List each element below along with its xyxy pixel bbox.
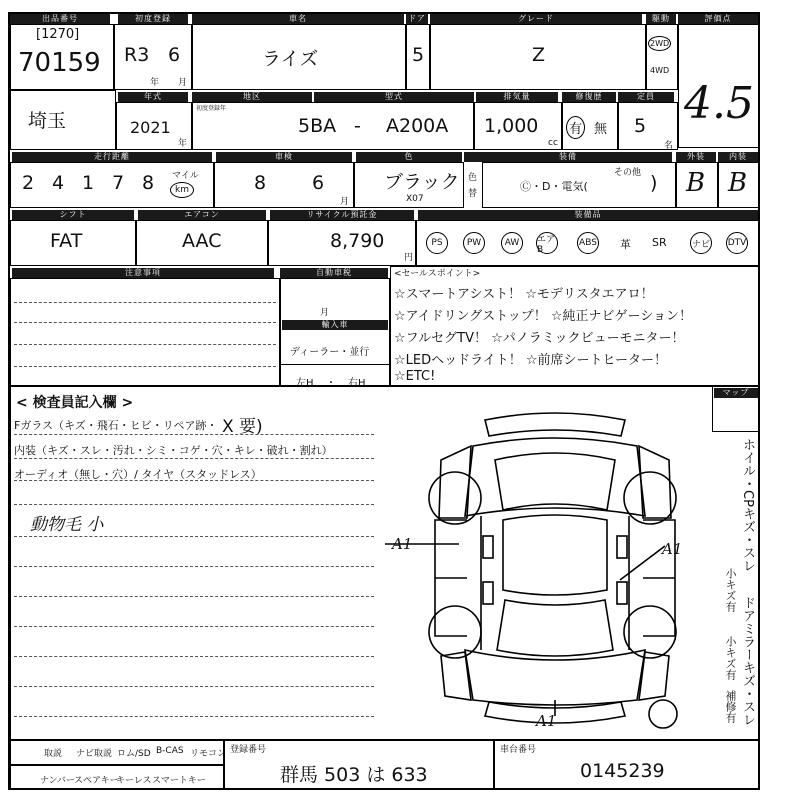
handle-left: 左H	[296, 378, 314, 389]
damage-bottom: A1	[536, 712, 557, 730]
type-sep: -	[354, 115, 361, 137]
option-airbag: エアB	[536, 232, 558, 254]
inspector-line1-mark: X 要)	[222, 417, 263, 437]
region-value: 埼玉	[28, 110, 67, 132]
exterior-label: 外装	[676, 152, 716, 162]
car-name: ライズ	[262, 48, 319, 70]
inspect-month: 6	[312, 172, 325, 194]
inspector-line1: Fガラス（キズ・飛石・ヒビ・リペア跡・	[14, 419, 218, 432]
inspect-month-unit: 月	[340, 197, 350, 207]
mileage-label: 走行距離	[12, 152, 212, 162]
tax-box	[280, 278, 390, 386]
color-value: ブラック	[384, 171, 460, 193]
capacity-value: 5	[634, 115, 647, 137]
year-label: 初度登録	[118, 14, 188, 24]
option-abs: ABS	[577, 232, 599, 254]
chassis-label: 車台番号	[500, 745, 537, 755]
footer-rom: ロム/SD	[117, 749, 151, 759]
sale-point-4: ☆LEDヘッドライト！ ☆前席シートヒーター！	[394, 353, 667, 368]
capacity-unit: 名	[664, 141, 674, 151]
history-label: 修復歴	[562, 92, 616, 102]
option-ps: PS	[426, 232, 448, 254]
lot-number: 70159	[18, 48, 101, 78]
type-label: 型式	[314, 92, 474, 102]
region-label: 地区	[192, 92, 312, 102]
reg-era: R3	[124, 44, 150, 66]
option-aw: AW	[501, 232, 523, 254]
option-dtv: DTV	[726, 232, 748, 254]
color-note-2: 替	[468, 189, 478, 199]
recycle-value: 8,790	[330, 230, 385, 252]
recycle-unit: 円	[404, 253, 414, 263]
car-diagram	[385, 400, 715, 735]
tax-label: 自動車税	[280, 268, 388, 278]
reg-month: 6	[168, 44, 181, 66]
name-label: 車名	[192, 14, 404, 24]
exterior-value: B	[686, 168, 706, 198]
damage-right: A1	[662, 540, 683, 558]
footer-smart-key: スマートキー	[152, 776, 206, 786]
lot-code: [1270]	[36, 27, 80, 42]
history-no: 無	[594, 122, 608, 137]
plate-label: 登録番号	[230, 745, 267, 755]
model-year-value: 2021	[130, 118, 171, 137]
mileage-d4: 7	[112, 172, 125, 194]
inspector-line2: 内装（キズ・スレ・汚れ・シミ・コゲ・穴・キレ・破れ・割れ）	[14, 444, 333, 457]
inspection-box	[214, 162, 354, 208]
inspect-year: 8	[254, 172, 267, 194]
footer-remote: リモコン	[190, 749, 227, 759]
reg-year-unit: 年	[150, 78, 160, 88]
capacity-label: 定員	[618, 92, 674, 102]
score-value: 4.5	[684, 78, 754, 129]
sale-label: <セールスポイント>	[394, 269, 481, 279]
equip-other: その他	[614, 168, 642, 178]
sale-point-1: ☆スマートアシスト！ ☆モデリスタエアロ！	[394, 287, 654, 302]
footer-manual: 取説	[44, 749, 63, 759]
ac-label: エアコン	[138, 210, 266, 220]
score-label: 評価点	[678, 14, 758, 24]
plate-value: 群馬 503 は 633	[280, 764, 428, 786]
option-pw: PW	[463, 232, 485, 254]
footer-navi-manual: ナビ取説	[76, 749, 113, 759]
km-unit: km	[170, 182, 194, 198]
model-year-unit: 年	[178, 139, 188, 149]
chassis-value: 0145239	[580, 760, 665, 782]
inspector-title: < 検査員記入欄 >	[16, 395, 134, 411]
footer-bcas: B-CAS	[156, 746, 184, 756]
color-note-1: 色	[468, 173, 478, 183]
inspection-label: 車検	[216, 152, 352, 162]
footer-keyless: キーレス	[116, 776, 152, 786]
ac-value: AAC	[182, 230, 222, 252]
footer-spare-key: スペアキー	[74, 776, 119, 786]
options-label: 装備品	[418, 210, 758, 220]
note-wheel: ホイル・CPキズ・スレ	[740, 438, 755, 572]
mileage-d1: 2	[22, 172, 35, 194]
interior-label: 内装	[718, 152, 758, 162]
drive-4wd: 4WD	[650, 66, 670, 75]
option-leather: 革	[620, 238, 631, 251]
sale-point-2: ☆アイドリングストップ！ ☆純正ナビゲーション！	[394, 309, 692, 324]
mileage-d5: 8	[142, 172, 155, 194]
option-sr: SR	[652, 236, 667, 249]
damage-left: A1	[392, 535, 413, 553]
note-repaired: 補修有	[724, 690, 737, 723]
mileage-d2: 4	[52, 172, 65, 194]
mile-unit: マイル	[172, 171, 199, 181]
note-small-scratch-1: 小キズ有	[724, 568, 737, 612]
drive-label: 駆動	[646, 14, 676, 24]
dealer-text: ディーラー・並行	[290, 347, 370, 358]
type-a: 5BA	[298, 115, 337, 137]
car-doors: 5	[412, 44, 425, 66]
cc-label: 排気量	[476, 92, 558, 102]
note-small-scratch-2: 小キズ有	[724, 636, 737, 680]
car-grade: Z	[532, 44, 546, 66]
caution-box	[10, 278, 280, 386]
recycle-label: リサイクル預託金	[270, 210, 414, 220]
handle-sep: ・	[326, 378, 336, 389]
mission-value: FAT	[50, 230, 83, 252]
reg-month-unit: 月	[178, 78, 188, 88]
drive-box	[646, 24, 678, 90]
inspector-handwritten: 動物毛 小	[30, 515, 104, 535]
inspector-line3: オーディオ（無し・穴）/ タイヤ（スタッドレス）	[14, 468, 262, 481]
mileage-d3: 1	[82, 172, 95, 194]
tax-month: 月	[320, 308, 330, 318]
option-navi: ナビ	[690, 232, 712, 254]
cc-unit: cc	[548, 138, 558, 148]
door-label: ドア	[406, 14, 428, 24]
drive-2wd: 2WD	[648, 36, 671, 51]
interior-value: B	[728, 168, 748, 198]
grade-label: グレード	[430, 14, 642, 24]
caution-label: 注意事項	[12, 268, 274, 278]
import-label: 輸入車	[282, 320, 388, 330]
equip-text: Ⓒ・D・電気(	[520, 180, 588, 193]
lot-label: 出品番号	[10, 14, 110, 24]
cc-value: 1,000	[484, 115, 539, 137]
color-code: X07	[406, 194, 424, 204]
history-yes: 有	[566, 116, 585, 139]
equip-label: 装備	[464, 152, 672, 162]
handle-right: 右H	[348, 378, 366, 389]
mission-label: シフト	[12, 210, 134, 220]
sale-point-3: ☆フルセグTV！ ☆パノラミックビューモニター！	[394, 331, 685, 346]
type-b: A200A	[386, 115, 449, 137]
sale-point-5: ☆ETC!	[394, 369, 436, 384]
note-mirror: ドアミラーキズ・スレ	[740, 596, 755, 726]
equip-close: )	[650, 172, 658, 194]
color-label: 色	[356, 152, 462, 162]
map-label: マップ	[714, 388, 758, 398]
model-year-label: 年式	[118, 92, 188, 102]
model-year-sub: 初度登録年	[196, 105, 227, 112]
footer-plate: ナンバー	[40, 776, 75, 786]
